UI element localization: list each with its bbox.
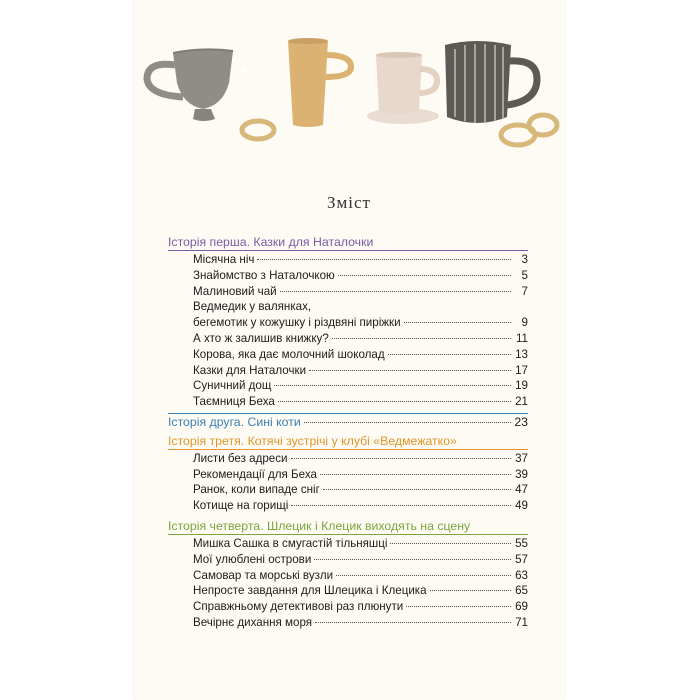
cream-cup-image <box>367 52 439 124</box>
leader-dots <box>320 473 511 475</box>
toc-entry[interactable] <box>168 498 528 514</box>
entry-page: 69 <box>515 600 528 614</box>
entry-title: Казки для Наталочки <box>193 363 307 377</box>
yellow-cup-image <box>288 38 351 127</box>
entry-page: 17 <box>515 363 528 377</box>
leader-dots <box>309 369 511 371</box>
leader-dots <box>323 488 511 490</box>
entry-title-line1[interactable]: Ведмедик у валянках, <box>193 300 312 314</box>
section-1-title[interactable]: Історія перша. Казки для Наталочки <box>168 235 374 249</box>
entry-page: 13 <box>515 347 528 361</box>
toc-entry[interactable] <box>168 252 528 268</box>
grey-cup-image <box>147 49 247 121</box>
toc-entry[interactable] <box>168 315 528 331</box>
entry-title: бегемотик у кожушку і різдвяні пиріжки <box>193 316 401 330</box>
entry-page: 5 <box>521 268 528 282</box>
section-4-rule <box>168 534 528 535</box>
entry-page: 7 <box>521 284 528 298</box>
entry-title: Знайомство з Наталочкою <box>193 268 335 282</box>
toc-entry[interactable] <box>168 583 528 599</box>
toc-entry[interactable] <box>168 482 528 498</box>
entry-title: Вечірнє дихання моря <box>193 615 313 629</box>
toc-entry[interactable] <box>168 347 528 363</box>
entry-page: 37 <box>515 451 528 465</box>
leader-dots <box>291 457 511 459</box>
leader-dots <box>278 400 511 402</box>
section-1-rule <box>168 250 528 251</box>
leader-dots <box>257 258 511 260</box>
leader-dots <box>280 290 511 292</box>
entry-title: Ранок, коли випаде сніг <box>193 483 320 497</box>
section-3-rule <box>168 449 528 450</box>
entry-title: Корова, яка дає молочний шоколад <box>193 347 385 361</box>
entry-title: Мої улюблені острови <box>193 552 312 566</box>
entry-page: 65 <box>515 584 528 598</box>
leader-dots <box>314 558 511 560</box>
striped-mug-image <box>445 41 537 123</box>
cups-illustration <box>133 25 565 165</box>
entry-page: 3 <box>521 253 528 266</box>
entry-title: Малиновий чай <box>193 284 277 298</box>
leader-dots <box>336 574 511 576</box>
entry-title: Таємниця Беха <box>193 395 275 409</box>
entry-title: Листи без адреси <box>193 451 288 465</box>
entry-page: 63 <box>515 568 528 582</box>
entry-title: Суничний дощ <box>193 379 272 393</box>
toc-entry[interactable] <box>168 552 528 568</box>
book-page <box>133 0 565 700</box>
entry-title: А хто ж залишив книжку? <box>193 331 329 345</box>
section-2-rule <box>168 413 528 414</box>
entry-page: 71 <box>515 615 528 629</box>
toc-entry[interactable] <box>168 363 528 379</box>
entry-title: Котище на горищі <box>193 499 289 513</box>
cookie-ring-right-2 <box>529 115 557 135</box>
leader-dots <box>274 384 511 386</box>
toc-entry[interactable] <box>168 284 528 300</box>
toc-entry[interactable] <box>168 599 528 615</box>
entry-title: Рекомендації для Беха <box>193 467 317 481</box>
entry-page: 57 <box>515 552 528 566</box>
toc-entry[interactable] <box>168 378 528 394</box>
entry-page: 11 <box>515 331 528 345</box>
toc-entry[interactable] <box>168 568 528 584</box>
toc-entry[interactable] <box>168 268 528 284</box>
entry-page: 47 <box>515 483 528 497</box>
leader-dots <box>390 542 511 544</box>
leader-dots <box>332 337 511 339</box>
entry-page: 55 <box>515 536 528 550</box>
section-2-row[interactable] <box>168 415 528 431</box>
leader-dots <box>315 621 511 623</box>
toc-entry[interactable] <box>168 536 528 552</box>
entry-title: Самовар та морські вузли <box>193 568 334 582</box>
entry-title: Місячна ніч <box>193 253 255 266</box>
leader-dots <box>404 321 511 323</box>
section-4-title[interactable]: Історія четверта. Шлецик і Клецик виходять на сцену <box>168 518 471 533</box>
entry-title: Справжньому детективові раз плюнути <box>193 600 404 614</box>
entry-page: 23 <box>514 414 528 429</box>
leader-dots <box>406 605 511 607</box>
toc-entry[interactable] <box>168 331 528 347</box>
leader-dots <box>388 353 511 355</box>
cookie-ring-left <box>242 121 274 139</box>
section-2-title: Історія друга. Сині коти <box>168 414 301 429</box>
leader-dots <box>430 589 511 591</box>
entry-page: 21 <box>515 395 528 409</box>
table-of-contents <box>168 234 528 631</box>
toc-entry[interactable] <box>168 394 528 410</box>
section-3-title[interactable]: Історія третя. Котячі зустрічі у клубі «Ведмежатко» <box>168 433 457 448</box>
leader-dots <box>304 421 511 423</box>
entry-page: 19 <box>515 379 528 393</box>
entry-title: Мишка Сашка в смугастій тільняшці <box>193 536 388 550</box>
entry-title: Непросте завдання для Шлецика і Клецика <box>193 584 427 598</box>
entry-page: 9 <box>521 316 528 330</box>
toc-entry[interactable] <box>168 615 528 631</box>
leader-dots <box>338 274 511 276</box>
toc-entry[interactable] <box>168 451 528 467</box>
toc-entry[interactable] <box>168 467 528 483</box>
toc-title: Зміст <box>327 193 371 212</box>
entry-page: 39 <box>515 467 528 481</box>
entry-page: 49 <box>515 499 528 513</box>
leader-dots <box>291 504 511 506</box>
